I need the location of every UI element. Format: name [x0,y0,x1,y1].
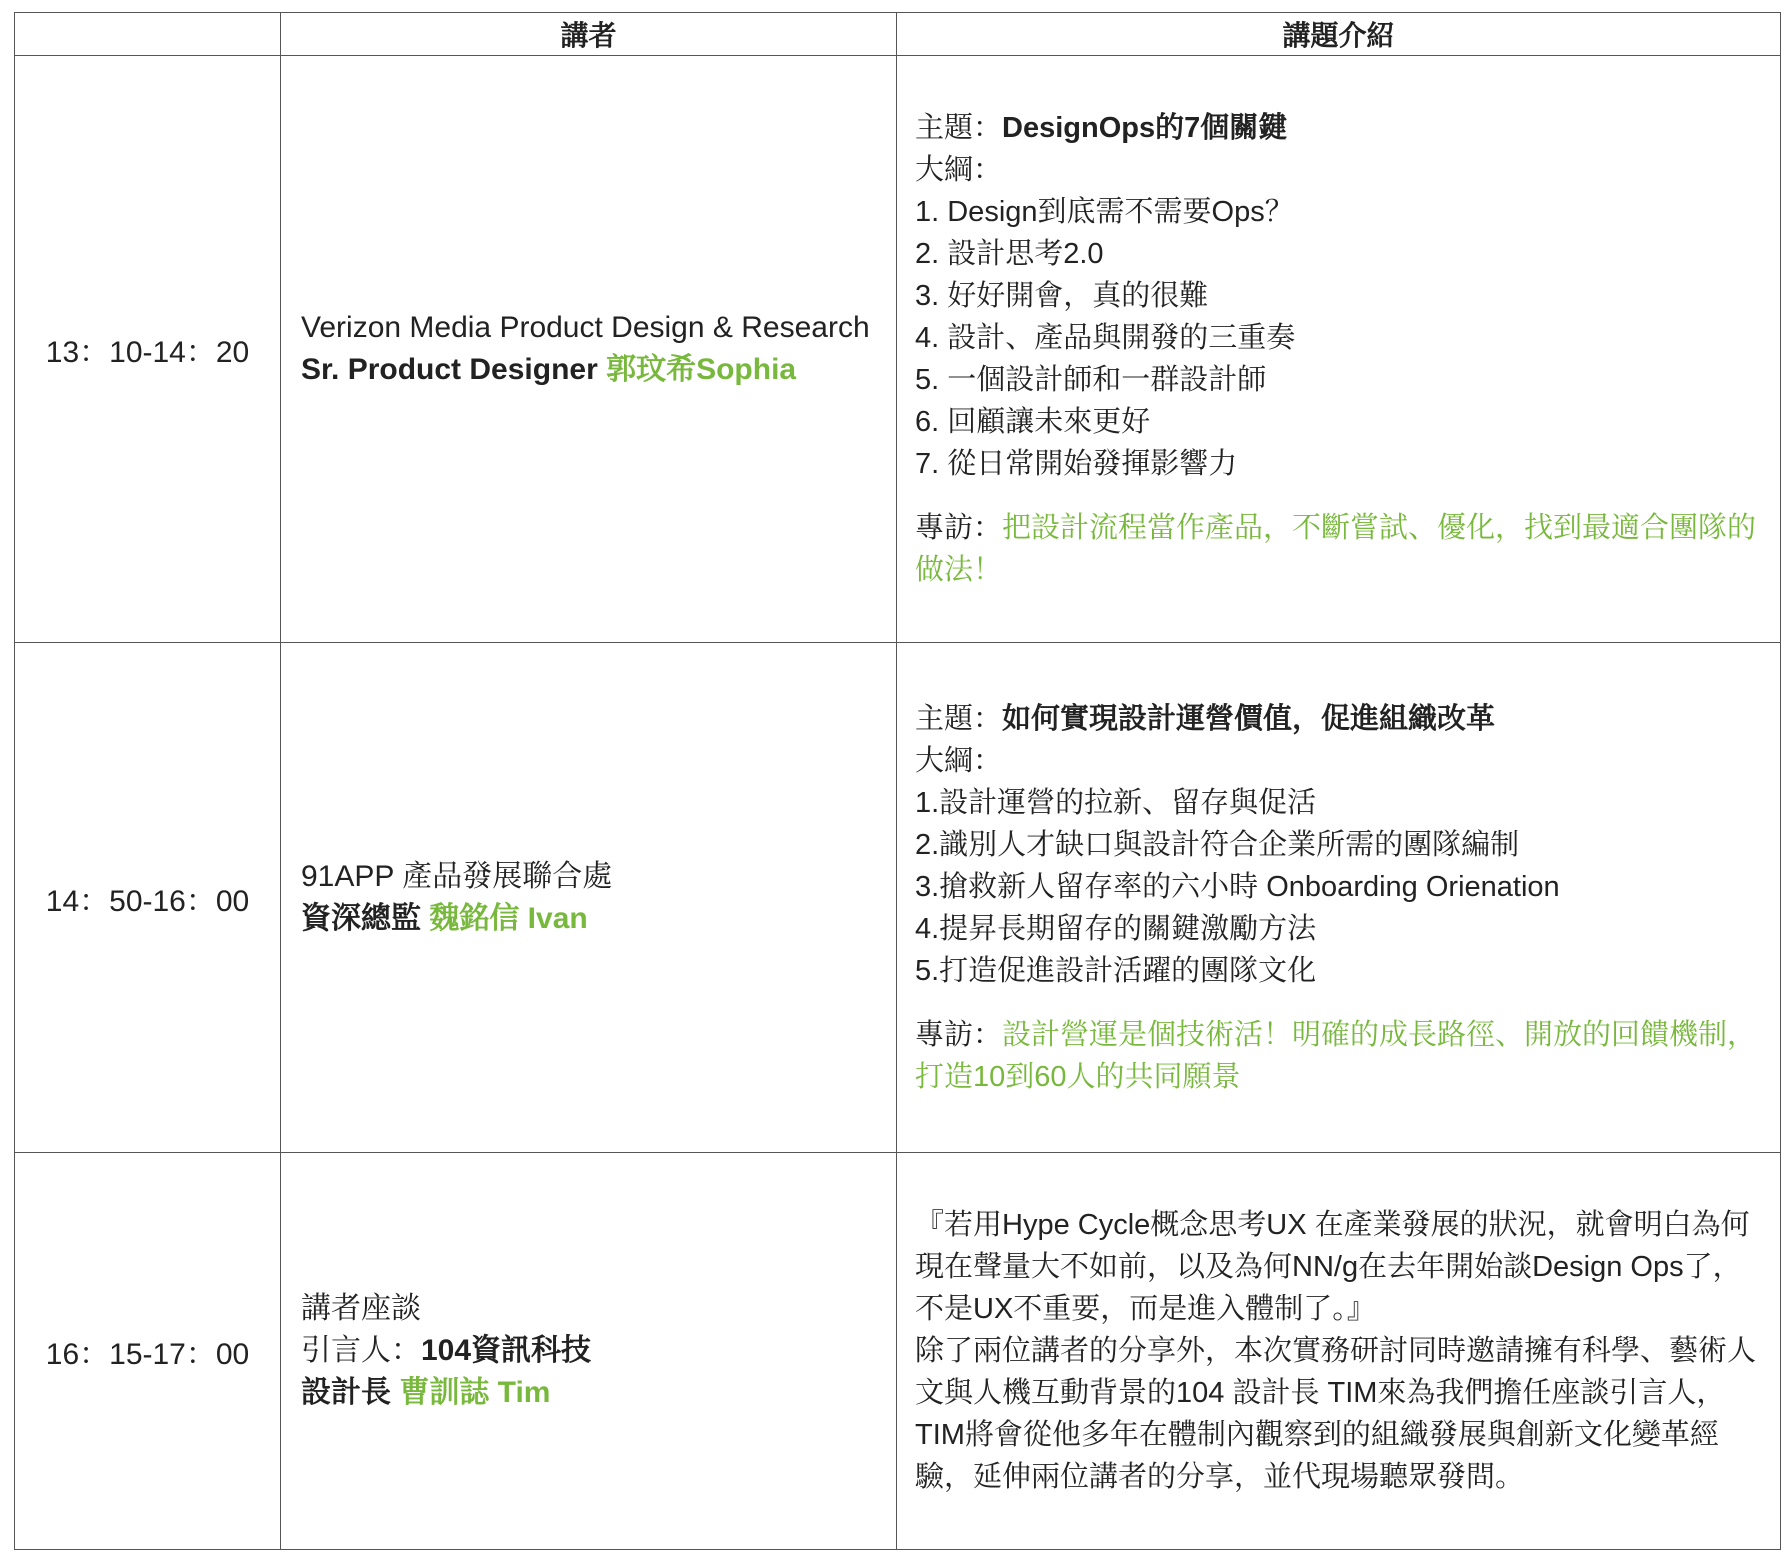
outline-item: 5. 一個設計師和一群設計師 [915,364,1267,396]
outline-label: 大綱： [915,154,1003,186]
topic-cell [897,643,1781,1153]
session-time: 16：15-17：00 [15,1153,281,1550]
interview-label: 專訪： [915,1018,1003,1051]
speaker-name: 魏銘信 Ivan [429,901,588,935]
outline-item: 2. 設計思考2.0 [915,238,1104,270]
outline-item: 1.設計運營的拉新、留存與促活 [915,786,1317,819]
speaker-name: 曹訓誌 Tim [399,1376,551,1409]
panel-description: 除了兩位講者的分享外，本次實務研討同時邀請擁有科學、藝術人文與人機互動背景的104 設計長 TIM來為我們擔任座談引言人，TIM將會從他多年在體制內觀察到的組織發展與創新文化變革經驗，延伸兩位講者的分享，並代現場聽眾發問。 [915,1335,1757,1493]
header-time [15,13,281,56]
theme-title: 如何實現設計運營價值，促進組織改革 [1002,702,1496,735]
outline-item: 5.打造促進設計活躍的團隊文化 [915,954,1317,987]
interview-text: 把設計流程當作產品，不斷嘗試、優化，找到最適合團隊的做法！ [915,512,1757,586]
header-row [15,13,1781,56]
panel-quote: 『若用Hype Cycle概念思考UX 在產業發展的狀況，就會明白為何現在聲量大不如前，以及為何NN/g在去年開始談Design Ops了，不是UX不重要，而是進入體制了。』 [915,1209,1750,1325]
moderator-org: 104資訊科技 [421,1334,592,1367]
speaker-title: 資深總監 [301,901,421,935]
speaker-cell [281,643,897,1153]
speaker-affiliation: 91APP 產品發展聯合處 [301,859,613,893]
session-row [15,1153,1781,1550]
speaker-title: 設計長 [301,1376,391,1409]
session-row [15,56,1781,643]
outline-item: 2.識別人才缺口與設計符合企業所需的團隊編制 [915,828,1520,861]
speaker-cell [281,56,897,643]
interview-text: 設計營運是個技術活！明確的成長路徑、開放的回饋機制，打造10到60人的共同願景 [915,1018,1757,1093]
agenda-table [14,12,1781,1550]
header-speaker: 講者 [281,13,897,56]
header-topic: 講題介紹 [897,13,1781,56]
outline-item: 1. Design到底需不需要Ops？ [915,196,1294,228]
outline-item: 4.提昇長期留存的關鍵激勵方法 [915,912,1317,945]
outline-item: 7. 從日常開始發揮影響力 [915,448,1238,480]
session-time: 14：50-16：00 [15,643,281,1153]
speaker-name: 郭玟希Sophia [606,353,797,386]
outline-item: 3.搶救新人留存率的六小時 Onboarding Orienation [915,870,1560,903]
topic-cell [897,1153,1781,1550]
panel-title: 講者座談 [301,1292,421,1325]
outline-item: 4. 設計、產品與開發的三重奏 [915,322,1296,354]
theme-label: 主題： [915,112,1003,144]
session-time: 13：10-14：20 [15,56,281,643]
theme-label: 主題： [915,702,1003,735]
theme-title: DesignOps的7個關鍵 [1002,112,1288,144]
speaker-affiliation: Verizon Media Product Design & Research [301,311,870,344]
outline-item: 6. 回顧讓未來更好 [915,406,1151,438]
speaker-title: Sr. Product Designer [301,353,598,386]
topic-cell [897,56,1781,643]
speaker-cell [281,1153,897,1550]
session-row [15,643,1781,1153]
interview-label: 專訪： [915,512,1003,544]
outline-item: 3. 好好開會，真的很難 [915,280,1209,312]
moderator-label: 引言人： [301,1334,421,1367]
outline-label: 大綱： [915,744,1003,777]
